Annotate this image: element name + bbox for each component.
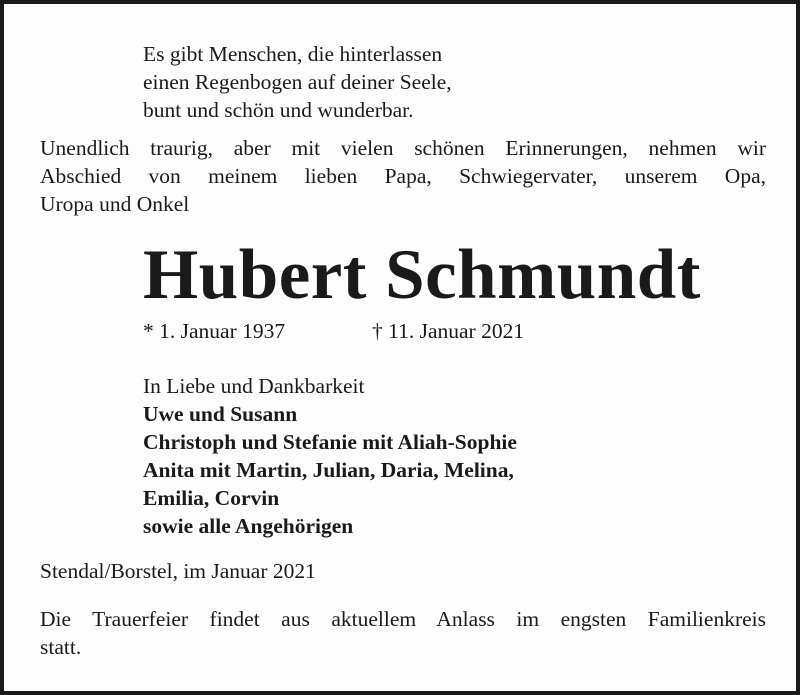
poem-line: Es gibt Menschen, die hinterlassen [143,42,443,66]
life-dates [143,317,525,345]
mourner-name: sowie alle Angehörigen [143,514,354,538]
mourner-name: Anita mit Martin, Julian, Daria, Melina, [143,458,514,482]
mourner-name: Uwe und Susann [143,402,298,426]
memorial-poem [143,40,452,124]
death-date: † 11. Januar 2021 [372,319,525,343]
intro-line: Uropa und Onkel [40,192,190,216]
funeral-note-line: statt. [40,635,82,659]
mourner-name: Emilia, Corvin [143,486,280,510]
mourners-heading: In Liebe und Dankbarkeit [143,374,365,398]
birth-date: * 1. Januar 1937 [143,319,286,343]
deceased-name: Hubert Schmundt [143,236,701,314]
poem-line: bunt und schön und wunderbar. [143,98,414,122]
mourners-list [143,372,517,540]
intro-line: Unendlich traurig, aber mit vielen schönen Erinnerungen, nehmen wir [40,136,766,160]
place-and-date: Stendal/Borstel, im Januar 2021 [40,559,316,583]
intro-line: Abschied von meinem lieben Papa, Schwiegervater, unserem Opa, [40,164,766,188]
funeral-note-line: Die Trauerfeier findet aus aktuellem Anlass im engsten Familienkreis [40,607,766,631]
funeral-note [40,605,766,661]
farewell-intro [40,134,766,218]
mourner-name: Christoph und Stefanie mit Aliah-Sophie [143,430,517,454]
poem-line: einen Regenbogen auf deiner Seele, [143,70,452,94]
